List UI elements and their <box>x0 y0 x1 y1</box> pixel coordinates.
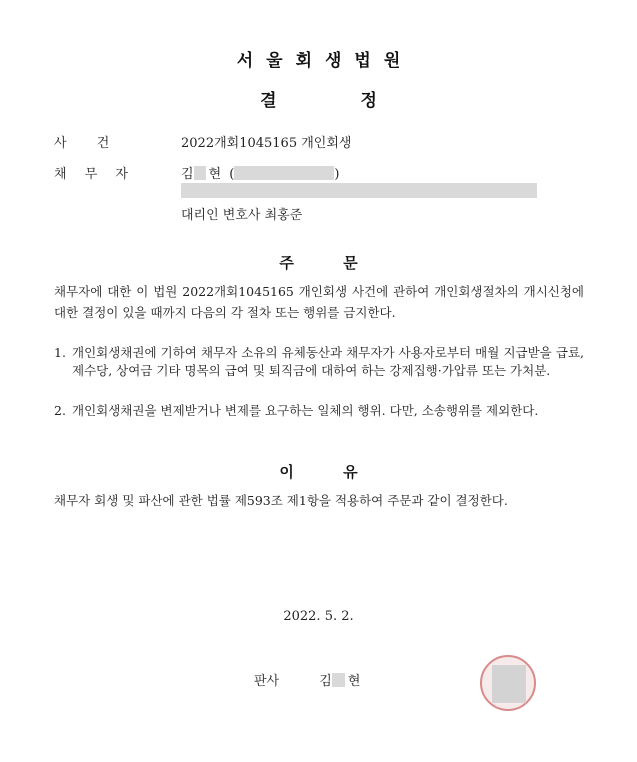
order-item-1 <box>54 344 584 380</box>
debtor-name-first: 김 <box>181 167 194 182</box>
order-item-text: 개인회생채권을 변제받거나 변제를 요구하는 일체의 행위. 다만, 소송행위를 제외한다. <box>72 403 539 418</box>
seal-redaction <box>492 665 526 703</box>
order-intro: 채무자에 대한 이 법원 2022개회1045165 개인회생 사건에 관하여 개인회생절차의 개시신청에 대한 결정이 있을 때까지 다음의 각 절차 또는 행위를 금지한다. <box>54 284 584 320</box>
address-redaction <box>181 183 537 198</box>
case-value: 2022개회1045165 개인회생 <box>181 136 352 151</box>
paren-close: ) <box>334 167 340 182</box>
id-redaction <box>234 166 334 180</box>
court-seal <box>480 655 536 711</box>
judge-name-first: 김 <box>319 674 332 689</box>
debtor-name-row <box>181 163 339 182</box>
name-redaction <box>194 166 206 180</box>
reason-heading: 이 유 <box>279 463 358 481</box>
document-type: 결 정 <box>260 91 377 111</box>
decision-date: 2022. 5. 2. <box>283 609 354 624</box>
debtor-name-last: 현 <box>208 167 222 182</box>
debtor-label: 채 무 자 <box>54 167 128 182</box>
order-heading: 주 문 <box>279 254 358 272</box>
order-item-number: 1. <box>54 345 66 360</box>
debtor-agent: 대리인 변호사 최홍준 <box>181 208 303 223</box>
judge-title: 판사 <box>254 674 280 689</box>
order-item-2 <box>54 402 584 420</box>
order-item-text: 개인회생채권에 기하여 채무자 소유의 유체동산과 채무자가 사용자로부터 매월 지급받을 급료, 제수당, 상여금 기타 명목의 급여 및 퇴직금에 대하여 하는 강제집행·가압류 또는 가처분. <box>72 345 584 378</box>
paren-open: ( <box>229 167 235 182</box>
reason-text: 채무자 회생 및 파산에 관한 법률 제593조 제1항을 적용하여 주문과 같이 결정한다. <box>54 493 508 508</box>
judge-name-last: 현 <box>347 674 361 689</box>
court-name: 서울회생법원 <box>236 51 414 71</box>
judge-signature-line <box>254 670 360 689</box>
order-item-number: 2. <box>54 403 66 418</box>
case-label: 사 건 <box>54 136 110 151</box>
judge-name-redaction <box>332 673 345 687</box>
